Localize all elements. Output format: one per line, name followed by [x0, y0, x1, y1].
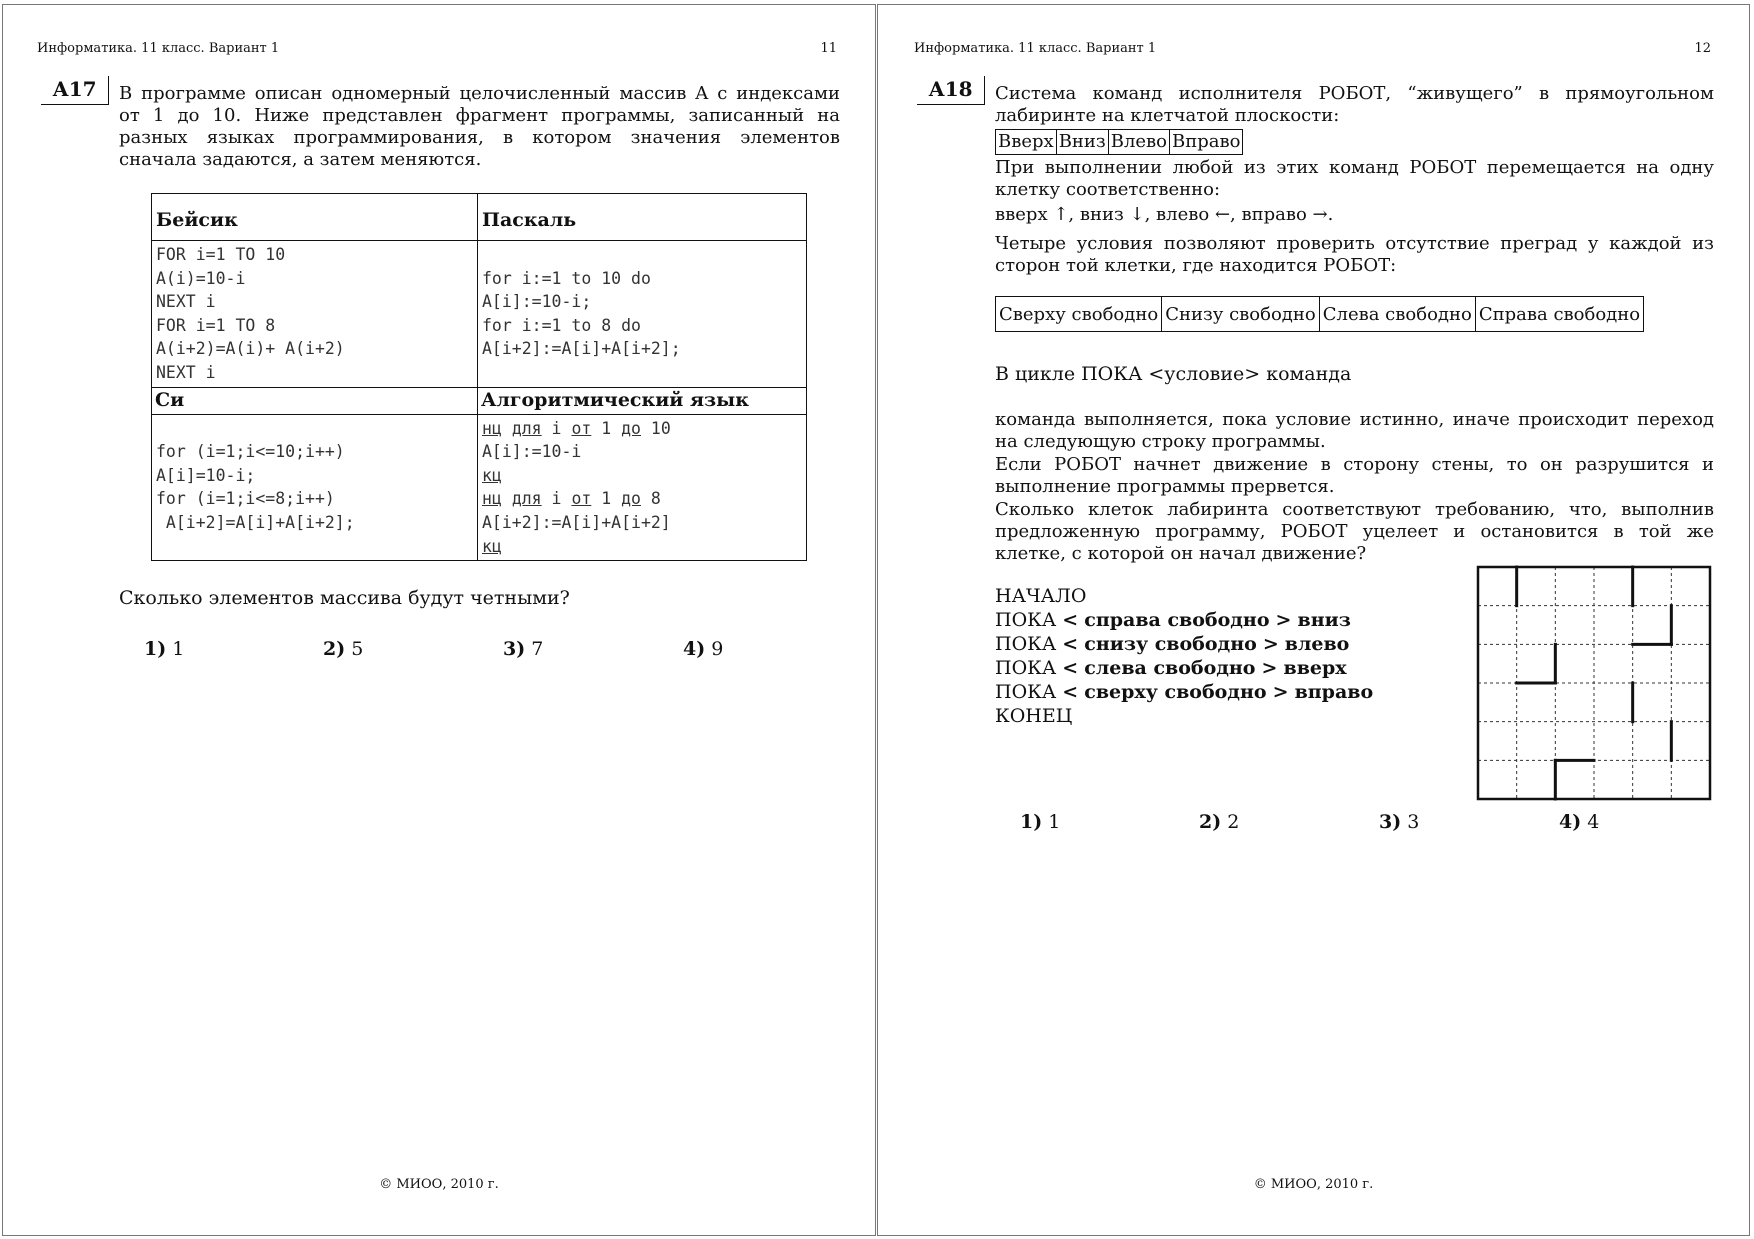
basic-header: Бейсик [152, 194, 478, 241]
answer-option[interactable]: 2) 2 [1199, 811, 1240, 833]
footer: © МИОО, 2010 г. [1253, 1177, 1374, 1192]
keyword: для [511, 489, 542, 509]
keyword: до [621, 418, 641, 438]
header-title: Информатика. 11 класс. Вариант 1 [914, 41, 1157, 56]
code-table [151, 193, 807, 561]
answer-option[interactable]: 3) 3 [1379, 811, 1420, 833]
page-number: 11 [820, 41, 837, 56]
command-up: Вверх [995, 129, 1057, 155]
answer-option[interactable]: 3) 7 [503, 638, 544, 660]
answer-option[interactable]: 2) 5 [323, 638, 364, 660]
program-loop: ПОКА < сверху свободно > вправо [995, 681, 1374, 703]
keyword: кц [482, 536, 502, 556]
basic-code: FOR i=1 TO 10 A(i)=10-i NEXT i FOR i=1 TO 8 A(i+2)=A(i)+ A(i+2) NEXT i [152, 241, 478, 388]
command-left: Влево [1108, 129, 1170, 155]
answer-option[interactable]: 4) 9 [683, 638, 724, 660]
conditions-text: Четыре условия позволяют проверить отсутствие преград у каждой из сторон той клетки, где находится РОБОТ: [995, 233, 1714, 276]
answer-option[interactable]: 4) 4 [1559, 811, 1600, 833]
robot-program [995, 584, 1373, 728]
answer-option[interactable]: 1) 1 [1020, 811, 1061, 833]
command-right: Вправо [1169, 129, 1243, 155]
condition-left: Слева свободно [1319, 297, 1475, 332]
answer-options [1020, 811, 1720, 837]
header-title: Информатика. 11 класс. Вариант 1 [37, 41, 280, 56]
keyword: нц [482, 489, 502, 509]
pascal-header: Паскаль [478, 194, 807, 241]
keyword: до [621, 489, 641, 509]
paragraph-3: Сколько клеток лабиринта соответствуют требованию, что, выполнив предложенную программу, РОБОТ уцелеет и остановится в той же клетке, с которой он начал движение? [995, 499, 1714, 564]
program-loop: ПОКА < справа свободно > вниз [995, 609, 1351, 631]
algo-header: Алгоритмический язык [478, 387, 807, 414]
algo-code: нц для i от 1 до 10 A[i]:=10-i кц нц для i от 1 до 8 A[i+2]:=A[i]+A[i+2] кц [478, 414, 807, 561]
keyword: для [511, 418, 542, 438]
question-text: Сколько элементов массива будут четными? [119, 587, 570, 609]
command-list [995, 129, 1242, 155]
condition-down: Снизу свободно [1162, 297, 1320, 332]
answer-option[interactable]: 1) 1 [144, 638, 185, 660]
page-11 [2, 4, 876, 1236]
maze-grid [1476, 565, 1712, 801]
program-end: КОНЕЦ [995, 705, 1073, 727]
condition-up: Сверху свободно [996, 297, 1162, 332]
c-code: for (i=1;i<=10;i++) A[i]=10-i; for (i=1;i<=8;i++) A[i+2]=A[i]+A[i+2]; [152, 414, 478, 561]
question-intro: Система команд исполнителя РОБОТ, “живущего” в прямоугольном лабиринте на клетчатой плоскости: [995, 83, 1714, 126]
question-label: А17 [41, 76, 109, 105]
page-12 [877, 4, 1750, 1236]
c-header: Си [152, 387, 478, 414]
answer-options [144, 638, 844, 664]
keyword: нц [482, 418, 502, 438]
command-down: Вниз [1056, 129, 1109, 155]
program-loop: ПОКА < слева свободно > вверх [995, 657, 1347, 679]
conditions-table [995, 296, 1644, 332]
pascal-code: for i:=1 to 10 do A[i]:=10-i; for i:=1 to 8 do A[i+2]:=A[i]+A[i+2]; [478, 241, 807, 388]
move-text: При выполнении любой из этих команд РОБОТ перемещается на одну клетку соответственно: [995, 157, 1714, 200]
directions-text: вверх ↑, вниз ↓, влево ←, вправо →. [995, 204, 1334, 225]
question-label: А18 [917, 76, 985, 105]
paragraph-1: команда выполняется, пока условие истинно, иначе происходит переход на следующую строку программы. [995, 409, 1714, 452]
loop-text: В цикле ПОКА <условие> команда [995, 363, 1352, 385]
keyword: кц [482, 465, 502, 485]
program-loop: ПОКА < снизу свободно > влево [995, 633, 1350, 655]
condition-right: Справа свободно [1475, 297, 1643, 332]
paragraph-2: Если РОБОТ начнет движение в сторону стены, то он разрушится и выполнение программы прервется. [995, 454, 1714, 497]
page-number: 12 [1694, 41, 1711, 56]
keyword: от [571, 418, 592, 438]
keyword: от [571, 489, 592, 509]
footer: © МИОО, 2010 г. [379, 1177, 499, 1192]
question-intro: В программе описан одномерный целочисленный массив A с индексами от 1 до 10. Ниже представлен фрагмент программы, записанный на разных языках программирования, в котором значения элементов сначала задаются, а затем меняются. [119, 83, 840, 170]
program-begin: НАЧАЛО [995, 585, 1087, 607]
